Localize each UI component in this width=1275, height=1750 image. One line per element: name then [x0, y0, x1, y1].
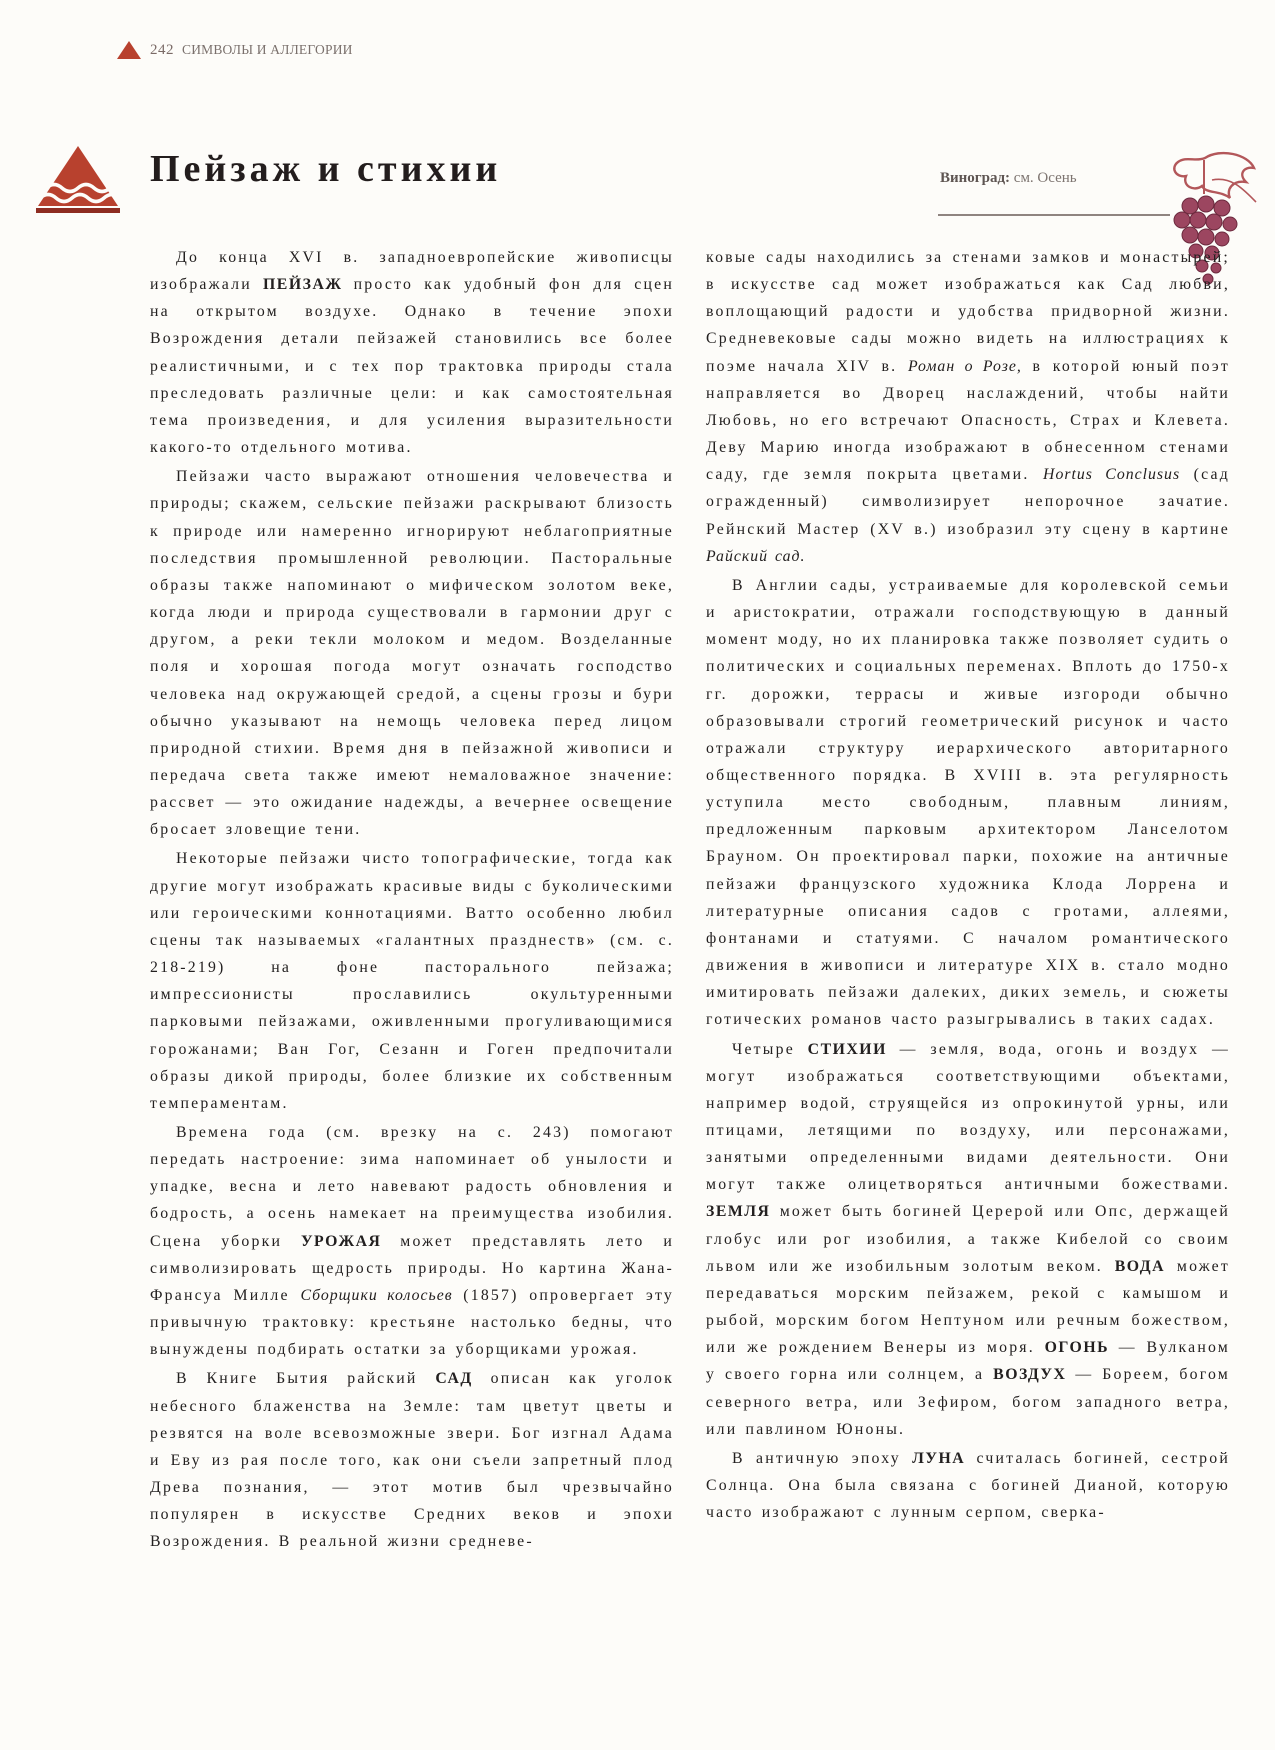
xref-text: см. Осень: [1010, 170, 1077, 186]
text-run: Некоторые пейзажи чисто топографические, тогда как другие могут изображать красивые виды с буколическими или героическими коннотациями. Ватто особенно любил сцены так называемых «галантных празднеств» (см. с. 218-219) на фоне пасторального пейзажа; импрессионисты прославились окультуренными парковыми пейзажами, оживленными прогуливающимися горожанами; Ван Гог, Сезанн и Гоген предпочитали образы дикой природы, более близкие их собственным темпераментам.: [150, 850, 674, 1112]
text-run: ковые сады находились за стенами замков и монастырей; в искусстве сад может изображаться как Сад любви, воплощающий радости и удобства придворной жизни. Средневековые сады можно видеть на иллюстрациях к поэме начала XIV в.: [706, 249, 1230, 375]
paragraph: [150, 244, 674, 461]
column-right: [706, 244, 1230, 1528]
keyword: САД: [435, 1370, 473, 1388]
text-run: Пейзажи часто выражают отношения человечества и природы; скажем, сельские пейзажи раскрывают близость к природе или намеренно игнорируют неблагоприятные последствия промышленной революции. Пасторальные образы также напоминают о мифическом золотом веке, когда люди и природа существовали в гармонии друг с другом, а реки текли молоком и медом. Возделанные поля и хорошая погода могут означать господство человека над окружающей средой, а сцены грозы и бури обычно указывают на немощь человека перед лицом природной стихии. Время дня в пейзажной живописи и передача света также имеют немаловажное значение: рассвет — это ожидание надежды, а вечернее освещение бросает зловещие тени.: [150, 468, 674, 839]
keyword: УРОЖАЯ: [300, 1232, 382, 1250]
page-number: 242: [150, 41, 174, 58]
cross-reference: [940, 170, 1150, 187]
text-run: Четыре: [732, 1040, 808, 1058]
column-left: [150, 244, 674, 1558]
keyword: ВОДА: [1114, 1257, 1166, 1275]
text-run: может передаваться морским пейзажем, рекой с камышом и рыбой, морским богом Нептуном или речным божеством, или же рождением Венеры из моря.: [706, 1257, 1230, 1357]
artwork-title: Сборщики колосьев: [300, 1286, 453, 1304]
paragraph: [150, 1119, 674, 1363]
text-run: В античную эпоху: [732, 1449, 913, 1467]
paragraph: [706, 572, 1230, 1034]
keyword: ОГОНЬ: [1044, 1339, 1110, 1357]
text-run: в которой юный поэт направляется во Дворец наслаждений, чтобы найти Любовь, но его встречают Опасность, Страх и Клевета. Деву Марию иногда изображают в обнесенном стенами саду, где земля покрыта цветами.: [706, 357, 1230, 484]
paragraph: [706, 1445, 1230, 1526]
keyword: ПЕЙЗАЖ: [263, 276, 343, 294]
text-run: — Вулканом у своего горна или солнцем, а: [706, 1339, 1230, 1384]
paragraph: [150, 1365, 674, 1555]
keyword: ВОЗДУХ: [993, 1366, 1067, 1384]
text-run: — Бореем, богом северного ветра, или Зефиром, богом западного ветра, или павлином Юноны.: [706, 1366, 1230, 1438]
keyword: ЛУНА: [912, 1449, 966, 1467]
artwork-title: Райский сад.: [706, 547, 806, 565]
xref-term: Виноград:: [940, 170, 1011, 186]
mountain-waves-emblem: [36, 144, 120, 216]
section-title: Пейзаж и стихии: [150, 148, 502, 190]
running-head: [116, 38, 353, 62]
xref-rule: [938, 214, 1170, 216]
artwork-title: Hortus Conclusus: [1043, 466, 1181, 484]
running-title: СИМВОЛЫ И АЛЛЕГОРИИ: [182, 42, 353, 57]
text-run: (1857) опровергает эту привычную трактовку: крестьяне настолько бедны, что вынуждены подбирать остатки за уборщиками урожая.: [150, 1286, 674, 1359]
keyword: ЗЕМЛЯ: [706, 1203, 771, 1221]
paragraph: [706, 244, 1230, 570]
text-run: может представлять лето и символизировать щедрость природы. Но картина Жана-Франсуа Милле: [150, 1232, 674, 1304]
keyword: СТИХИИ: [807, 1040, 887, 1058]
text-run: В Книге Бытия райский: [176, 1370, 436, 1388]
text-run: считалась богиней, сестрой Солнца. Она была связана с богиней Дианой, которую часто изображают с лунным серпом, сверка-: [706, 1449, 1231, 1522]
text-run: — земля, вода, огонь и воздух — могут изображаться соответствующими объектами, например водой, струящейся из опрокинутой урны, или птицами, летящими по воздуху, или персонажами, занятыми определенными видами деятельности. Они могут также олицетворяться античными божествами.: [706, 1040, 1230, 1194]
text-run: просто как удобный фон для сцен на открытом воздухе. Однако в течение эпохи Возрождения детали пейзажей становились все более реалистичными, и с тех пор трактовка природы стала преследовать различные цели: и как самостоятельная тема произведения, и для усиления выразительности какого-то отдельного мотива.: [150, 276, 674, 457]
text-run: описан как уголок небесного блаженства на Земле: там цветут цветы и резвятся на воле всевозможные звери. Бог изгнал Адама и Еву из рая после того, как они съели запретный плод Древа познания, — этот мотив был чрезвычайно популярен в искусстве Средних веков и эпохи Возрождения. В реальной жизни средневе-: [150, 1370, 674, 1551]
paragraph: [150, 845, 674, 1117]
red-triangle-icon: [116, 40, 142, 60]
text-run: До конца XVI в. западноевропейские живописцы изображали: [150, 249, 674, 294]
artwork-title: Роман о Розе,: [907, 357, 1022, 375]
paragraph: [150, 463, 674, 843]
text-run: Времена года (см. врезку на с. 243) помогают передать настроение: зима напоминает об унылости и упадке, весна и лето навевают радость обновления и бодрость, а осень намекает на преимущества изобилия. Сцена уборки: [150, 1124, 674, 1250]
paragraph: [706, 1036, 1230, 1443]
text-run: (сад огражденный) символизирует непорочное зачатие. Рейнский Мастер (XV в.) изобразил эту сцену в картине: [706, 466, 1230, 538]
text-run: может быть богиней Церерой или Опс, держащей глобус или рог изобилия, а также Кибелой со своим львом или же изобильным золотым веком.: [706, 1203, 1230, 1275]
text-run: В Англии сады, устраиваемые для королевской семьи и аристократии, отражали господствующую в данный момент моду, но их планировка также позволяет судить о политических и социальных переменах. Вплоть до 1750-х гг. дорожки, террасы и живые изгороди обычно образовывали строгий геометрический рисунок и часто отражали структуру иерархического авторитарного общественного порядка. В XVIII в. эта регулярность уступила место свободным, плавным линиям, предложенным парковым архитектором Ланселотом Брауном. Он проектировал парки, похожие на античные пейзажи французского художника Клода Лоррена и литературные описания садов с гротами, аллеями, фонтанами и статуями. С началом романтического движения в живописи и литературе XIX в. стало модно имитировать пейзажи далеких, диких земель, и сюжеты готических романов часто разыгрывались в таких садах.: [706, 576, 1230, 1029]
